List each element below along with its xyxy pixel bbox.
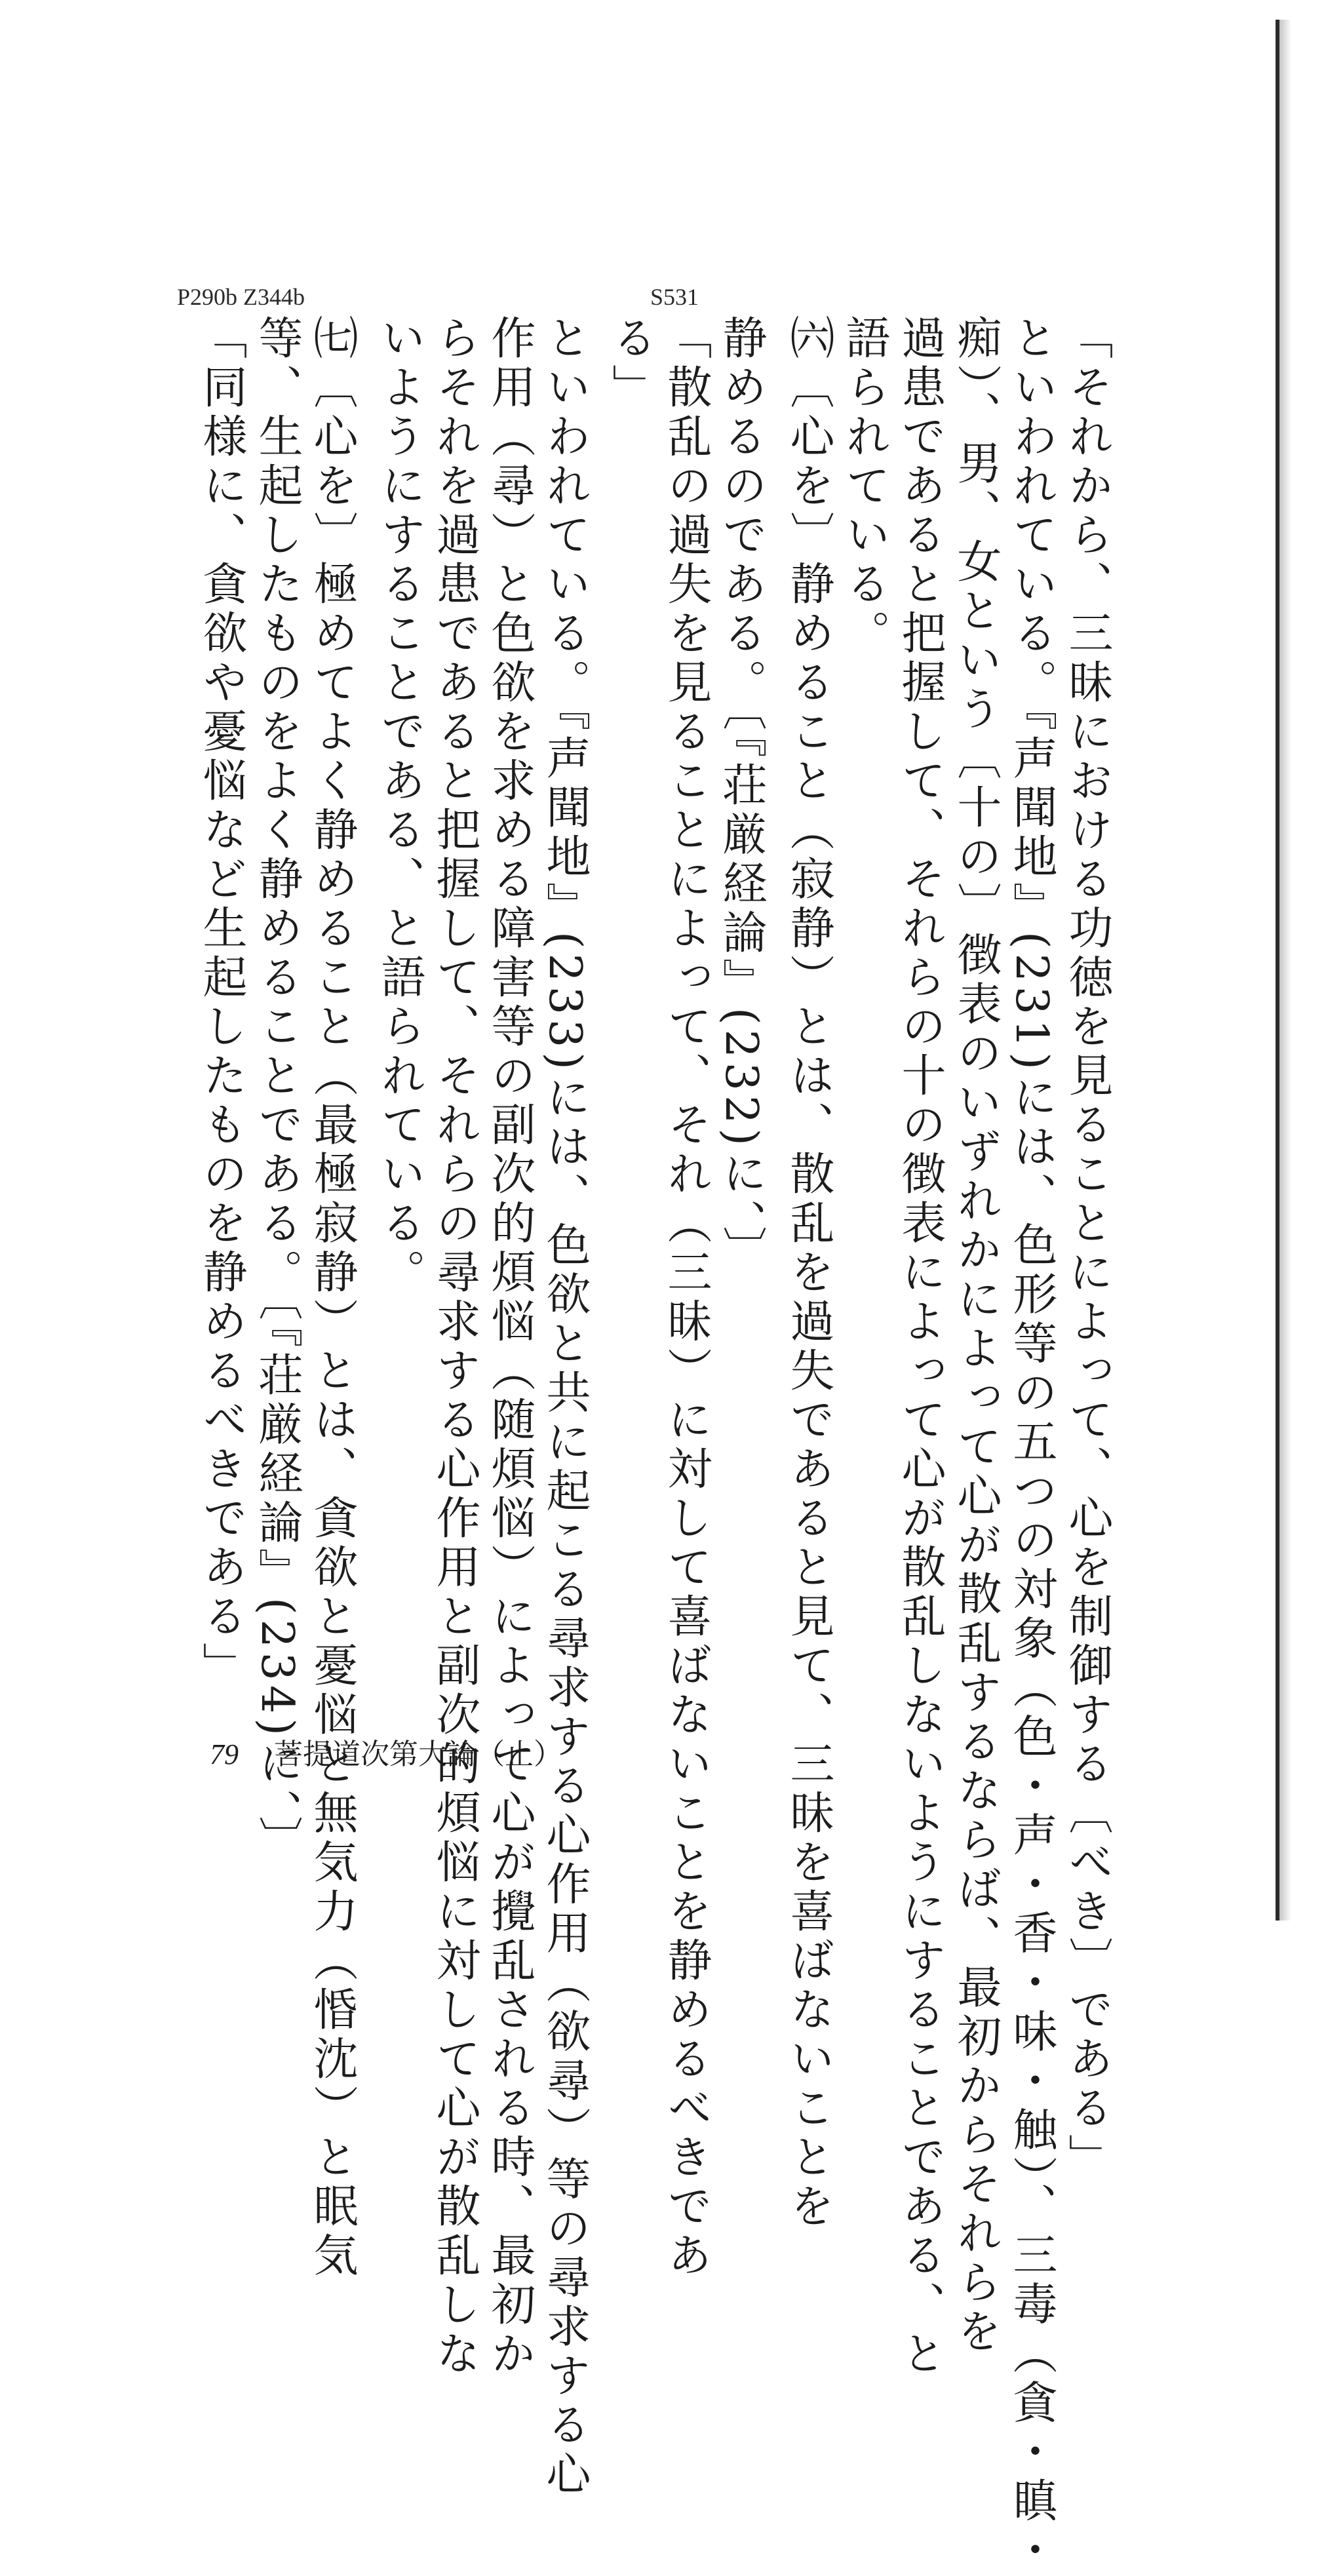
text-column-8: 「散乱の過失を見ることによって、それ（三昧）に対して喜ばないことを静めるべきであ (660, 315, 712, 2281)
text-column-15: 等、生起したものをよく静めることである。〔『荘厳経論』(234)に、〕 (251, 315, 303, 1865)
text-column-13: いようにすることである、と語られている。 (374, 315, 425, 1298)
text-column-7: 静めるのである。〔『荘厳経論』(232)に、〕 (715, 315, 767, 1276)
text-column-16: 「同様に、貪欲や憂悩など生起したものを静めるべきである」 (195, 315, 247, 1691)
text-column-11: 作用（尋）と色欲を求める障害等の副次的煩悩（随煩悩）によって心が攪乱される時、最初か (484, 315, 536, 2379)
source-marker-right: S531 (650, 284, 699, 310)
text-column-10: といわれている。『声聞地』(233)には、色欲と共に起こる尋求する心作用（欲尋）等の尋求する心 (539, 315, 591, 2500)
source-marker-left: P290b Z344b (177, 284, 305, 310)
text-column-14: ㈦〔心を〕極めてよく静めること（最極寂静）とは、貪欲と憂悩と無気力（惛沈）と眠気 (306, 315, 358, 2281)
text-column-12: らそれを過患であると把握して、それらの尋求する心作用と副次的煩悩に対して心が散乱しな (429, 315, 480, 2379)
book-title: 菩提道次第大論（止） (274, 1738, 562, 1771)
text-column-1: 「それから、三昧における功徳を見ることによって、心を制御する〔べき〕である」 (1061, 315, 1113, 2183)
text-column-9: る」 (605, 315, 657, 413)
text-column-2: といわれている。『声聞地』(231)には、色形等の五つの対象（色・声・香・味・触）、三毒（貪・瞋・ (1005, 315, 1057, 2576)
text-column-5: 語られている。 (838, 315, 890, 659)
text-column-3: 痴）、男、女という〔十の〕徴表のいずれかによって心が散乱するならば、最初からそれらを (950, 315, 1002, 2357)
spine-shadow (1279, 20, 1291, 1921)
page-footer (210, 1730, 562, 1772)
page-number: 79 (210, 1738, 239, 1770)
text-column-4: 過患であると把握して、それらの十の徴表によって心が散乱しないようにすることである、と (894, 315, 946, 2379)
text-column-6: ㈥〔心を〕静めること（寂静）とは、散乱を過失であると見て、三昧を喜ばないことを (783, 315, 834, 2232)
